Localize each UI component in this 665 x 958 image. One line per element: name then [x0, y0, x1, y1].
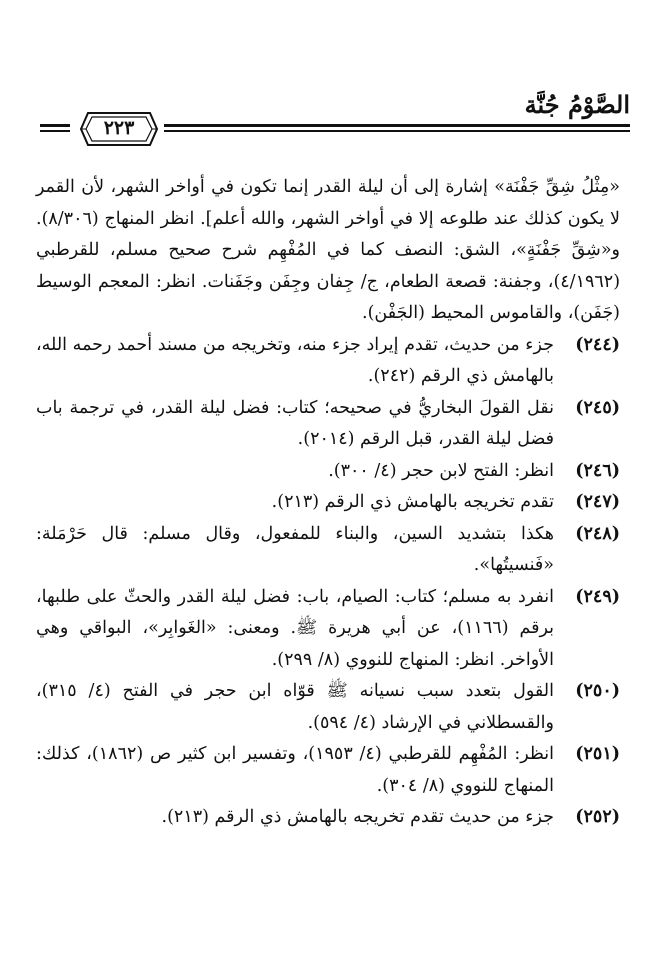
footnote-248 — [36, 519, 620, 582]
footnote-text: القول بتعدد سبب نسيانه ﷺ قوّاه ابن حجر في الفتح (٤/ ٣١٥)، والقسطلاني في الإرشاد (٤/ ٥٩٤). — [36, 681, 554, 733]
footnote-text: تقدم تخريجه بالهامش ذي الرقم (٢١٣). — [271, 492, 554, 512]
footnote-number: (٢٥٠) — [575, 681, 620, 701]
footnote-number: (٢٤٥) — [575, 397, 620, 418]
footnote-249 — [36, 582, 620, 677]
footnote-number: (٢٥٢) — [575, 807, 620, 827]
footnote-text: هكذا بتشديد السين، والبناء للمفعول، وقال مسلم: قال حَرْمَلة: «فَنسيتُها». — [36, 523, 554, 575]
header-rule-left-stub-thin — [40, 130, 70, 132]
footnote-number: (٢٥١) — [575, 744, 620, 764]
footnote-number: (٢٤٦) — [575, 460, 620, 481]
footnote-number: (٢٤٩) — [575, 586, 620, 607]
footnote-252 — [36, 802, 620, 834]
header-rule-thin — [164, 130, 630, 132]
footnote-245 — [36, 393, 620, 456]
page-number-badge — [80, 112, 158, 146]
footnote-text: جزء من حديث تقدم تخريجه بالهامش ذي الرقم (٢١٣). — [161, 807, 554, 827]
footnote-number: (٢٤٧) — [575, 492, 620, 512]
header-rule-thick — [164, 124, 630, 127]
footnote-text: انفرد به مسلم؛ كتاب: الصيام، باب: فضل ليلة القدر والحثّ على طلبها، برقم (١١٦٦)، عن أبي هريرة ﷺ. ومعنى: «الغَوابِر»، البواقي وهي الأواخر. انظر: المنهاج للنووي (٨/ ٢٩٩). — [36, 586, 554, 670]
footnote-250 — [36, 676, 620, 739]
page-header — [40, 84, 630, 154]
footnote-251 — [36, 739, 620, 802]
page-number: ٢٢٣ — [103, 117, 135, 139]
footnote-247 — [36, 487, 620, 519]
footnote-text: انظر: الفتح لابن حجر (٤/ ٣٠٠). — [328, 460, 554, 481]
footnote-number: (٢٤٨) — [575, 523, 620, 544]
footnote-text: انظر: المُفْهِم للقرطبي (٤/ ١٩٥٣)، وتفسير ابن كثير ص (١٨٦٢)، كذلك: المنهاج للنووي (٨/ ٣٠٤). — [36, 744, 554, 796]
header-rule-left-stub — [40, 124, 70, 127]
footnote-text: جزء من حديث، تقدم إيراد جزء منه، وتخريجه من مسند أحمد رحمه الله، بالهامش ذي الرقم (٢٤٢). — [36, 334, 554, 386]
running-title: الصَّوْمُ جُنَّة — [524, 90, 630, 119]
footnotes-body — [36, 172, 620, 834]
footnote-246 — [36, 456, 620, 488]
footnote-244 — [36, 330, 620, 393]
footnote-text: نقل القولَ البخاريُّ في صحيحه؛ كتاب: فضل ليلة القدر، في ترجمة باب فضل ليلة القدر، قبل الرقم (٢٠١٤). — [36, 397, 554, 449]
footnote-number: (٢٤٤) — [575, 334, 620, 355]
continued-footnote: «مِثْلُ شِقِّ جَفْنَة» إشارة إلى أن ليلة القدر إنما تكون في أواخر الشهر، لأن القمر لا يكون كذلك عند طلوعه إلا في أواخر الشهر، والله أعلم]. انظر المنهاج (٨/٣٠٦). و«شِقِّ جَفْنَةٍ»، الشق: النصف كما في المُفْهِم شرح صحيح مسلم، للقرطبي (٤/١٩٦٢)، وجفنة: قصعة الطعام، ج/ جِفان وجِفَن وجَفَنات. انظر: المعجم الوسيط (جَفَن)، والقاموس المحيط (الجَفْن). — [36, 177, 621, 323]
